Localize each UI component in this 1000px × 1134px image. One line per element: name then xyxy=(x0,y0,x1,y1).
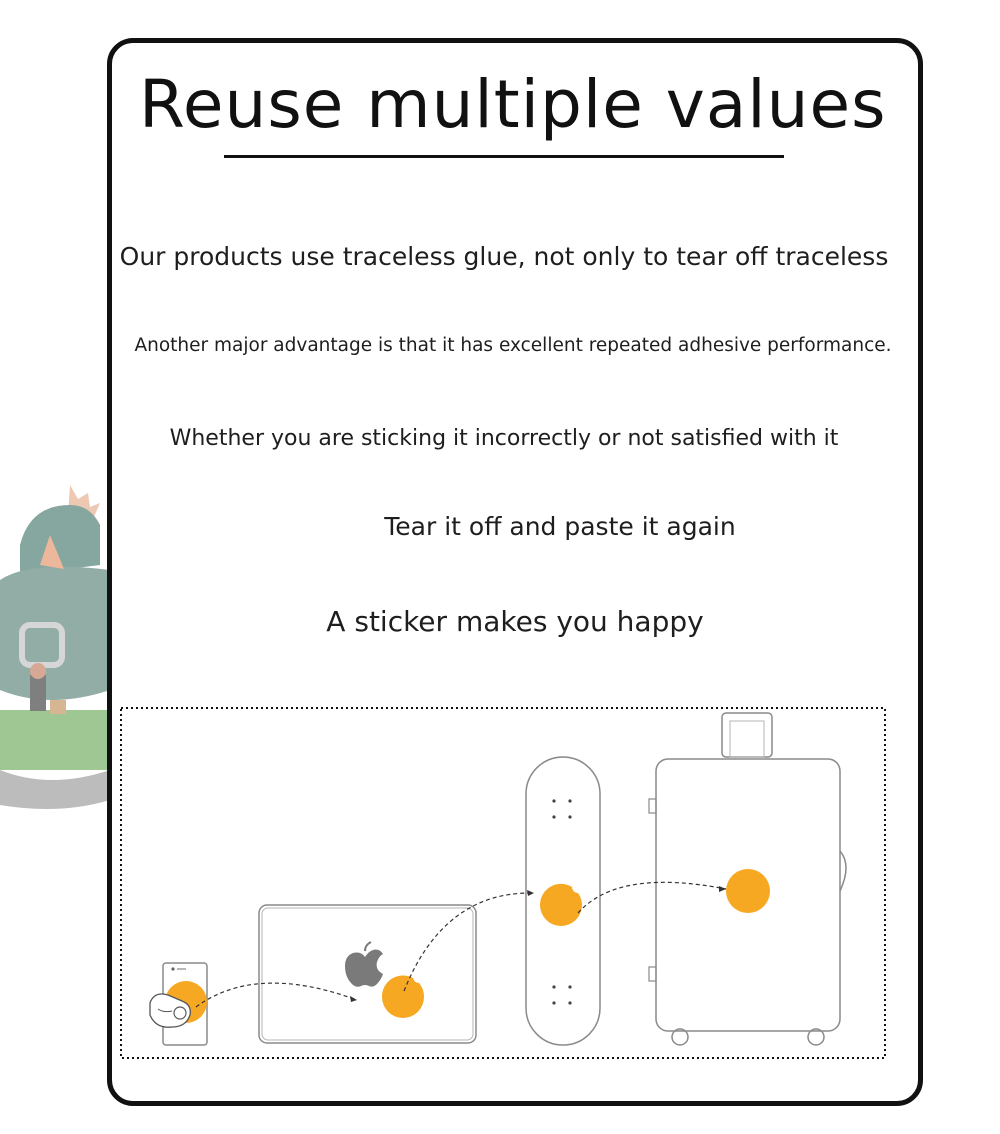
sticker-suitcase xyxy=(726,869,770,913)
transfer-arrows xyxy=(196,882,726,1007)
decorative-figure-background xyxy=(0,485,110,815)
description-line-2: Another major advantage is that it has excellent repeated adhesive performance. xyxy=(134,335,892,356)
page-title: Reuse multiple values xyxy=(139,66,887,143)
description-line-3: Whether you are sticking it incorrectly or not satisfied with it xyxy=(169,426,839,451)
description-line-1: Our products use traceless glue, not only to tear off traceless xyxy=(119,242,889,271)
title-underline xyxy=(224,155,784,158)
sticker-laptop xyxy=(382,975,424,1018)
tagline: A sticker makes you happy xyxy=(326,605,704,638)
sticker-skateboard xyxy=(540,884,582,926)
apple-logo-icon xyxy=(345,942,383,987)
dotted-frame xyxy=(121,708,885,1058)
reuse-illustration xyxy=(120,707,886,1059)
description-line-4: Tear it off and paste it again xyxy=(384,512,736,541)
